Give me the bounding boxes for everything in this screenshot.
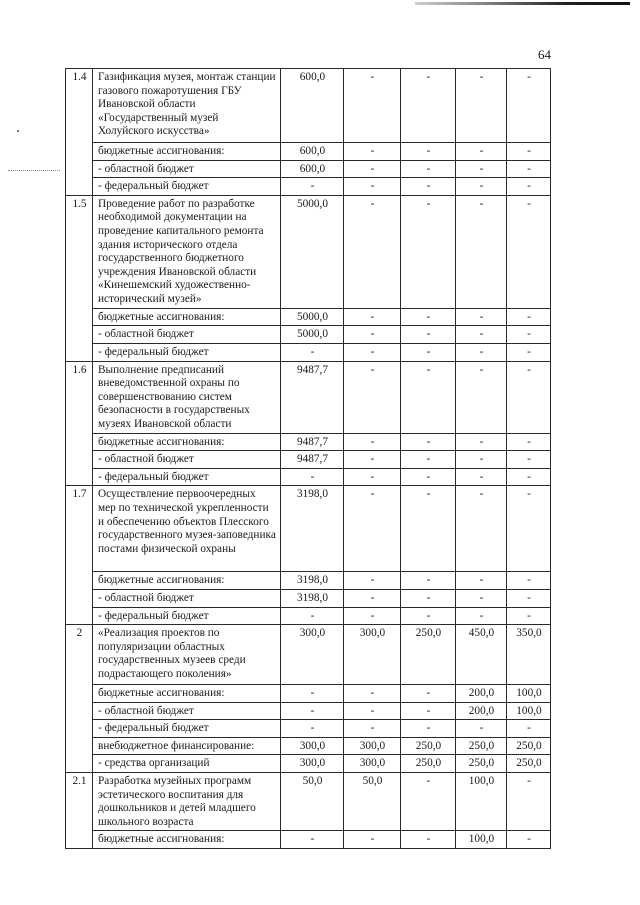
amount-cell: - <box>401 308 456 326</box>
amount-cell: - <box>401 143 456 161</box>
table-row-main <box>66 195 551 308</box>
funding-source-label: бюджетные ассигнования: <box>93 831 281 849</box>
table-row-funding <box>66 702 551 720</box>
margin-speck <box>17 130 19 132</box>
amount-cell: 3198,0 <box>281 486 344 572</box>
amount-cell: - <box>456 589 507 607</box>
amount-cell: - <box>401 361 456 433</box>
amount-cell: 9487,7 <box>281 451 344 469</box>
amount-cell: 200,0 <box>456 685 507 703</box>
amount-cell: 50,0 <box>281 773 344 831</box>
funding-source-label: - областной бюджет <box>93 589 281 607</box>
amount-cell: 3198,0 <box>281 589 344 607</box>
scan-artifact-line <box>415 2 630 5</box>
amount-cell: - <box>401 831 456 849</box>
amount-cell: 300,0 <box>344 755 401 773</box>
funding-source-label: - областной бюджет <box>93 702 281 720</box>
row-number: 1.6 <box>66 361 93 486</box>
budget-table-body <box>66 69 551 849</box>
amount-cell: - <box>456 178 507 196</box>
table-row-main <box>66 69 551 143</box>
amount-cell: 450,0 <box>456 625 507 685</box>
amount-cell: 250,0 <box>401 737 456 755</box>
amount-cell: - <box>401 607 456 625</box>
amount-cell: - <box>344 195 401 308</box>
amount-cell: 200,0 <box>456 702 507 720</box>
table-row-funding <box>66 326 551 344</box>
amount-cell: 600,0 <box>281 69 344 143</box>
table-row-funding <box>66 468 551 486</box>
amount-cell: 300,0 <box>344 625 401 685</box>
amount-cell: - <box>401 433 456 451</box>
amount-cell: - <box>456 326 507 344</box>
amount-cell: - <box>344 572 401 590</box>
funding-source-label: - федеральный бюджет <box>93 720 281 738</box>
table-row-funding <box>66 433 551 451</box>
amount-cell: - <box>401 326 456 344</box>
budget-table <box>65 68 551 849</box>
funding-source-label: бюджетные ассигнования: <box>93 143 281 161</box>
table-row-main <box>66 486 551 572</box>
amount-cell: - <box>344 160 401 178</box>
amount-cell: - <box>456 607 507 625</box>
amount-cell: - <box>507 160 551 178</box>
funding-source-label: - областной бюджет <box>93 326 281 344</box>
activity-title: Разработка музейных программ эстетического воспитания для дошкольников и детей младшего школьного возраста <box>93 773 281 831</box>
amount-cell: - <box>344 589 401 607</box>
amount-cell: - <box>456 572 507 590</box>
amount-cell: - <box>507 361 551 433</box>
funding-source-label: внебюджетное финансирование: <box>93 737 281 755</box>
activity-title: Выполнение предписаний вневедомственной охраны по совершенствованию систем безопасности в государственых музеях Ивановской области <box>93 361 281 433</box>
amount-cell: - <box>507 831 551 849</box>
amount-cell: - <box>344 702 401 720</box>
amount-cell: - <box>401 486 456 572</box>
amount-cell: - <box>507 720 551 738</box>
table-row-funding <box>66 831 551 849</box>
amount-cell: - <box>507 195 551 308</box>
row-number: 2.1 <box>66 773 93 849</box>
amount-cell: - <box>456 69 507 143</box>
table-row-funding <box>66 308 551 326</box>
amount-cell: 250,0 <box>507 737 551 755</box>
amount-cell: - <box>281 343 344 361</box>
table-row-funding <box>66 755 551 773</box>
table-row-funding <box>66 143 551 161</box>
amount-cell: - <box>401 451 456 469</box>
table-row-funding <box>66 451 551 469</box>
amount-cell: 5000,0 <box>281 308 344 326</box>
amount-cell: - <box>456 433 507 451</box>
amount-cell: 300,0 <box>281 737 344 755</box>
amount-cell: 100,0 <box>507 702 551 720</box>
table-row-funding <box>66 160 551 178</box>
table-row-funding <box>66 178 551 196</box>
amount-cell: - <box>507 468 551 486</box>
page-number: 64 <box>538 47 551 62</box>
amount-cell: - <box>401 773 456 831</box>
activity-title: Газификация музея, монтаж станции газового пожаротушения ГБУ Ивановской области «Государственный музей Холуйского искусства» <box>93 69 281 143</box>
amount-cell: - <box>456 308 507 326</box>
amount-cell: - <box>507 451 551 469</box>
amount-cell: - <box>344 308 401 326</box>
table-row-funding <box>66 572 551 590</box>
amount-cell: - <box>507 343 551 361</box>
amount-cell: - <box>344 178 401 196</box>
funding-source-label: - федеральный бюджет <box>93 178 281 196</box>
table-row-main <box>66 773 551 831</box>
amount-cell: - <box>344 433 401 451</box>
table-row-main <box>66 625 551 685</box>
amount-cell: - <box>401 589 456 607</box>
amount-cell: - <box>344 326 401 344</box>
funding-source-label: - областной бюджет <box>93 160 281 178</box>
amount-cell: - <box>456 160 507 178</box>
amount-cell: 600,0 <box>281 143 344 161</box>
amount-cell: - <box>401 343 456 361</box>
amount-cell: 250,0 <box>401 755 456 773</box>
row-number: 1.4 <box>66 69 93 196</box>
amount-cell: - <box>401 195 456 308</box>
amount-cell: - <box>344 486 401 572</box>
amount-cell: - <box>401 702 456 720</box>
amount-cell: - <box>456 468 507 486</box>
amount-cell: 5000,0 <box>281 195 344 308</box>
amount-cell: - <box>281 685 344 703</box>
table-row-funding <box>66 737 551 755</box>
amount-cell: - <box>456 720 507 738</box>
amount-cell: - <box>507 308 551 326</box>
amount-cell: - <box>401 178 456 196</box>
amount-cell: - <box>456 343 507 361</box>
amount-cell: - <box>401 468 456 486</box>
amount-cell: - <box>456 361 507 433</box>
row-number: 1.7 <box>66 486 93 625</box>
amount-cell: - <box>401 572 456 590</box>
amount-cell: 100,0 <box>456 831 507 849</box>
amount-cell: 300,0 <box>281 625 344 685</box>
row-number: 1.5 <box>66 195 93 361</box>
amount-cell: 300,0 <box>281 755 344 773</box>
amount-cell: - <box>456 195 507 308</box>
amount-cell: - <box>507 589 551 607</box>
funding-source-label: - федеральный бюджет <box>93 343 281 361</box>
amount-cell: - <box>281 468 344 486</box>
activity-title: Осуществление первоочередных мер по технической укрепленности и обеспечению объектов Плесского государственного музея-заповедника постами физической охраны <box>93 486 281 572</box>
margin-dotted-mark <box>8 170 60 171</box>
activity-title: «Реализация проектов по популяризации областных государственных музеев среди подрастающего поколения» <box>93 625 281 685</box>
funding-source-label: бюджетные ассигнования: <box>93 433 281 451</box>
amount-cell: - <box>507 572 551 590</box>
amount-cell: - <box>281 831 344 849</box>
amount-cell: 300,0 <box>344 737 401 755</box>
table-row-funding <box>66 589 551 607</box>
table-row-funding <box>66 720 551 738</box>
funding-source-label: - федеральный бюджет <box>93 468 281 486</box>
amount-cell: 250,0 <box>401 625 456 685</box>
funding-source-label: бюджетные ассигнования: <box>93 572 281 590</box>
amount-cell: 100,0 <box>456 773 507 831</box>
amount-cell: - <box>507 69 551 143</box>
amount-cell: - <box>507 326 551 344</box>
amount-cell: - <box>344 685 401 703</box>
amount-cell: - <box>507 607 551 625</box>
amount-cell: - <box>344 69 401 143</box>
amount-cell: - <box>456 143 507 161</box>
amount-cell: 250,0 <box>456 755 507 773</box>
amount-cell: 9487,7 <box>281 433 344 451</box>
amount-cell: - <box>401 160 456 178</box>
amount-cell: - <box>344 468 401 486</box>
amount-cell: - <box>281 178 344 196</box>
amount-cell: - <box>507 143 551 161</box>
amount-cell: - <box>456 451 507 469</box>
amount-cell: - <box>344 607 401 625</box>
funding-source-label: - областной бюджет <box>93 451 281 469</box>
amount-cell: - <box>344 361 401 433</box>
amount-cell: - <box>344 143 401 161</box>
amount-cell: 100,0 <box>507 685 551 703</box>
amount-cell: - <box>401 720 456 738</box>
amount-cell: - <box>507 486 551 572</box>
amount-cell: - <box>507 178 551 196</box>
table-row-funding <box>66 343 551 361</box>
amount-cell: 350,0 <box>507 625 551 685</box>
amount-cell: 250,0 <box>456 737 507 755</box>
table-row-funding <box>66 607 551 625</box>
activity-title: Проведение работ по разработке необходимой документации на проведение капитального ремонта здания исторического отдела государственного бюджетного учреждения Ивановской области «Кинешемский художественно-исторический музей» <box>93 195 281 308</box>
row-number: 2 <box>66 625 93 773</box>
amount-cell: - <box>281 702 344 720</box>
funding-source-label: - федеральный бюджет <box>93 607 281 625</box>
amount-cell: 3198,0 <box>281 572 344 590</box>
amount-cell: 50,0 <box>344 773 401 831</box>
amount-cell: 250,0 <box>507 755 551 773</box>
amount-cell: - <box>281 720 344 738</box>
table-row-funding <box>66 685 551 703</box>
amount-cell: - <box>344 343 401 361</box>
amount-cell: 600,0 <box>281 160 344 178</box>
amount-cell: - <box>344 720 401 738</box>
amount-cell: 5000,0 <box>281 326 344 344</box>
amount-cell: - <box>507 433 551 451</box>
amount-cell: - <box>344 451 401 469</box>
funding-source-label: бюджетные ассигнования: <box>93 685 281 703</box>
amount-cell: - <box>344 831 401 849</box>
funding-source-label: - средства организаций <box>93 755 281 773</box>
amount-cell: - <box>401 685 456 703</box>
funding-source-label: бюджетные ассигнования: <box>93 308 281 326</box>
amount-cell: - <box>281 607 344 625</box>
amount-cell: - <box>401 69 456 143</box>
amount-cell: 9487,7 <box>281 361 344 433</box>
amount-cell: - <box>456 486 507 572</box>
table-row-main <box>66 361 551 433</box>
amount-cell: - <box>507 773 551 831</box>
